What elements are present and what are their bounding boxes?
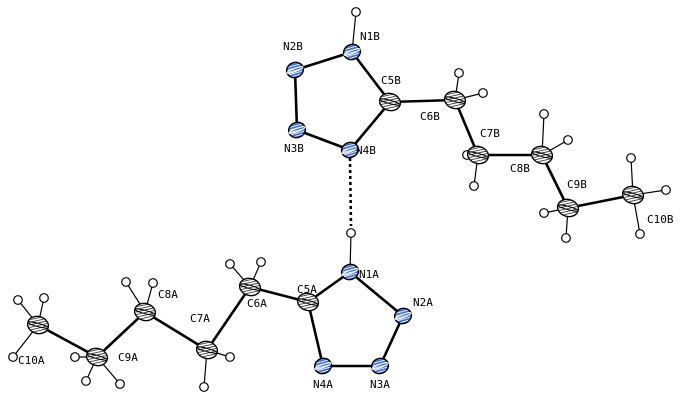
ellipsoid xyxy=(286,120,307,140)
atom-c6b xyxy=(443,88,468,111)
hydrogen-atom xyxy=(257,258,266,267)
hydrogen-atom xyxy=(564,136,573,145)
hydrogen-atom xyxy=(14,296,23,305)
atom-label-n4a: N4A xyxy=(313,378,333,391)
atom-label-n4b: N4B xyxy=(356,144,376,157)
atom-label-c5b: C5B xyxy=(381,74,401,87)
atom-n3a xyxy=(369,354,390,376)
hydrogen-atom xyxy=(40,294,49,303)
atom-label-c8b: C8B xyxy=(510,162,530,175)
hydrogen-atom xyxy=(540,110,549,119)
hydrogen-atom xyxy=(200,383,209,392)
hydrogen-atom xyxy=(82,377,91,386)
hydrogen-bond xyxy=(350,158,351,226)
hydrogen-atom xyxy=(562,234,571,243)
atom-layer xyxy=(26,40,646,376)
atom-c10a xyxy=(26,313,51,336)
hydrogen-atom xyxy=(9,353,18,362)
hydrogen-atom xyxy=(636,230,645,239)
atom-label-c7b: C7B xyxy=(480,127,500,140)
hydrogen-atom xyxy=(71,353,80,362)
hydrogen-atom xyxy=(226,353,235,362)
atom-label-c9b: C9B xyxy=(567,178,587,191)
atom-n1b xyxy=(341,40,362,62)
atom-label-n3b: N3B xyxy=(284,142,304,155)
atom-n2a xyxy=(392,304,413,326)
hydrogen-atom xyxy=(479,89,488,98)
atom-c6a xyxy=(238,275,263,298)
atom-n4a xyxy=(312,354,333,376)
ellipsoid xyxy=(369,356,390,376)
atom-label-n2a: N2A xyxy=(413,296,433,309)
ellipsoid xyxy=(284,60,305,80)
atom-label-n2b: N2B xyxy=(283,40,303,53)
atom-c7b xyxy=(466,143,491,166)
hydrogen-atom xyxy=(226,260,235,269)
hydrogen-atom xyxy=(455,69,464,78)
atom-c9b xyxy=(556,196,581,219)
atom-label-c10a: C10A xyxy=(18,354,45,367)
bond-c6a-c7a xyxy=(207,287,250,350)
atom-label-c9a: C9A xyxy=(118,351,138,364)
hydrogen-atom xyxy=(470,182,479,191)
atom-label-c5a: C5A xyxy=(297,283,317,296)
atom-label-c6b: C6B xyxy=(420,110,440,123)
atom-label-n1b: N1B xyxy=(360,30,380,43)
atom-c8b xyxy=(530,143,555,166)
ellipsoid xyxy=(312,356,333,376)
hydrogen-atom xyxy=(122,278,131,287)
atom-c5b xyxy=(378,90,403,113)
atom-c7a xyxy=(195,338,220,361)
atom-c10b xyxy=(621,183,646,206)
ellipsoid xyxy=(341,42,362,62)
atom-label-n3a: N3A xyxy=(370,378,390,391)
hydrogen-atom xyxy=(352,8,361,17)
atom-label-c8a: C8A xyxy=(158,288,178,301)
atom-n2b xyxy=(284,58,305,80)
hydrogen-atom xyxy=(116,380,125,389)
bond-n2b-n3b xyxy=(295,70,297,130)
atom-label-n1a: N1A xyxy=(359,268,379,281)
atom-label-c7a: C7A xyxy=(190,312,210,325)
hydrogen-atom xyxy=(149,279,158,288)
hydrogen-atom xyxy=(627,154,636,163)
bond-n4a-c5a xyxy=(308,302,323,366)
hydrogen-atom xyxy=(540,209,549,218)
atom-label-c6a: C6A xyxy=(247,297,267,310)
atom-label-c10b: C10B xyxy=(647,213,674,226)
hydrogen-atom xyxy=(662,186,671,195)
hydrogen-atom xyxy=(347,229,356,238)
